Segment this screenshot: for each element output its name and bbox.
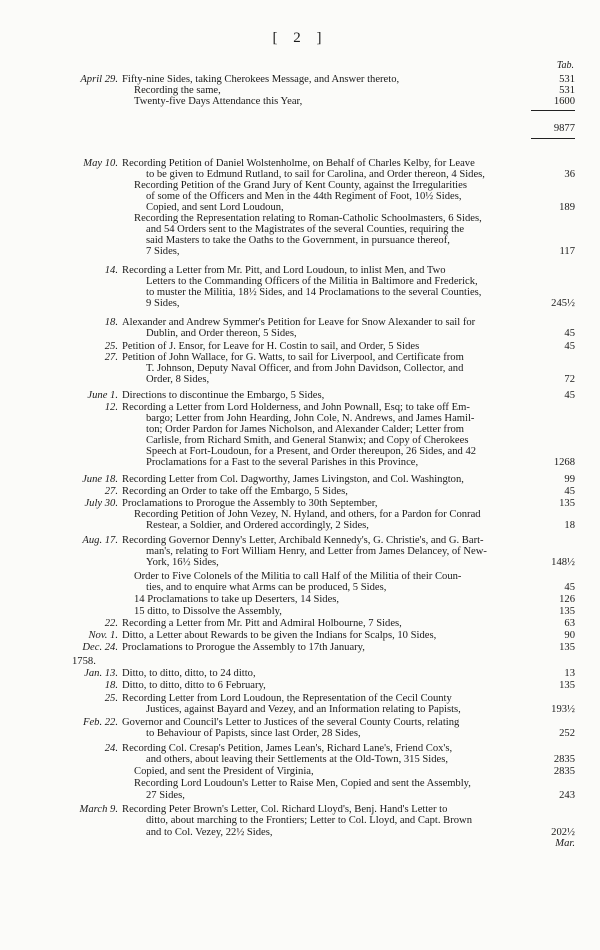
entry-amount: 90 <box>564 630 575 641</box>
entry-text: Recording Letter from Lord Loudoun, the Representation of the Cecil County <box>122 693 452 704</box>
entry-text: Recording a Letter from Mr. Pitt and Admiral Holbourne, 7 Sides, <box>122 618 402 629</box>
entry-date: June 1. <box>87 390 118 401</box>
entry-text: Recording a Letter from Lord Holderness, and John Pownall, Esq; to take off Em- <box>122 402 470 413</box>
entry-text: Justices, against Bayard and Vezey, and an Information relating to Papists, <box>146 704 461 715</box>
entry-text: Recording Petition of John Vezey, N. Hyland, and others, for a Pardon for Conrad <box>134 509 481 520</box>
entry-amount: 2835 <box>553 766 575 777</box>
entry-date: 25. <box>104 693 118 704</box>
entry-text: ton; Order Pardon for James Nicholson, and Alexander Calder; Letter from <box>146 424 465 435</box>
entry-text: Recording Petition of Daniel Wolstenholme, on Behalf of Charles Kelby, for Leave <box>122 158 475 169</box>
entry-text: and others, about leaving their Settlements at the Old-Town, 315 Sides, <box>146 754 449 765</box>
entry-text: 27 Sides, <box>146 790 185 801</box>
entry-date: May 10. <box>83 158 118 169</box>
total-value: 9877 <box>553 123 575 134</box>
entry-amount: 99 <box>564 474 575 485</box>
entry-text: to muster the Militia, 18½ Sides, and 14 Proclamations to the several Counties, <box>146 287 482 298</box>
entry-amount: 45 <box>564 341 575 352</box>
entry-date: July 30. <box>84 498 118 509</box>
entry-text: and 54 Orders sent to the Magistrates of the several Counties, requiring the <box>146 224 465 235</box>
entry-amount: 45 <box>564 328 575 339</box>
total-underline <box>531 138 575 139</box>
entry-date: Dec. 24. <box>82 642 118 653</box>
entry-amount: 135 <box>559 680 575 691</box>
entry-text: Proclamations for a Fast to the several Parishes in this Province, <box>146 457 419 468</box>
entry-date: 27. <box>104 486 118 497</box>
entry-text: Order to Five Colonels of the Militia to call Half of the Militia of their Coun- <box>134 571 462 582</box>
entry-amount: 193½ <box>551 704 575 715</box>
entry-text: Copied, and sent Lord Loudoun, <box>146 202 284 213</box>
entry-amount: 531 <box>559 85 575 96</box>
entry-date: 14. <box>104 265 118 276</box>
year-label: 1758. <box>72 656 96 667</box>
entry-amount: 36 <box>564 169 575 180</box>
entry-amount: 135 <box>559 642 575 653</box>
entry-amount: 148½ <box>551 557 575 568</box>
entry-date: 24. <box>104 743 118 754</box>
entry-text: Speech at Fort-Loudoun, for a Present, and Order thereupon, 26 Sides, and 42 <box>146 446 477 457</box>
entry-amount: 63 <box>564 618 575 629</box>
entry-text: Alexander and Andrew Symmer's Petition for Leave for Snow Alexander to sail for <box>122 317 476 328</box>
entry-text: Recording the Representation relating to Roman-Catholic Schoolmasters, 6 Sides, <box>134 213 482 224</box>
entry-amount: 117 <box>559 246 575 257</box>
entry-text: Proclamations to Prorogue the Assembly to 17th January, <box>122 642 365 653</box>
entry-text: 7 Sides, <box>146 246 180 257</box>
entry-date: 12. <box>104 402 118 413</box>
entry-date: April 29. <box>80 74 118 85</box>
entry-amount: 245½ <box>551 298 575 309</box>
entry-amount: 45 <box>564 582 575 593</box>
entry-text: Recording Petition of the Grand Jury of Kent County, against the Irregularities <box>134 180 467 191</box>
entry-text: of some of the Officers and Men in the 44th Regiment of Foot, 10½ Sides, <box>146 191 462 202</box>
entry-amount: 45 <box>564 486 575 497</box>
entry-text: and to Col. Vezey, 22½ Sides, <box>146 827 273 838</box>
entry-text: Recording the same, <box>134 85 221 96</box>
entry-date: March 9. <box>79 804 118 815</box>
entry-text: Recording a Letter from Mr. Pitt, and Lord Loudoun, to inlist Men, and Two <box>122 265 446 276</box>
entry-text: to Behaviour of Papists, since last Order, 28 Sides, <box>146 728 361 739</box>
entry-amount: 72 <box>564 374 575 385</box>
entry-text: T. Johnson, Deputy Naval Officer, and from John Davidson, Collector, and <box>146 363 464 374</box>
entry-date: 22. <box>104 618 118 629</box>
entry-amount: 135 <box>559 498 575 509</box>
catchword: Mar. <box>555 838 575 849</box>
entry-text: Ditto, to ditto, ditto to 6 February, <box>122 680 266 691</box>
entry-date: 27. <box>104 352 118 363</box>
entry-amount: 13 <box>564 668 575 679</box>
entry-date: June 18. <box>82 474 118 485</box>
entry-text: Fifty-nine Sides, taking Cherokees Message, and Answer thereto, <box>122 74 400 85</box>
entry-text: York, 16½ Sides, <box>146 557 219 568</box>
entry-text: Proclamations to Prorogue the Assembly to 30th September, <box>122 498 378 509</box>
entry-text: Dublin, and Order thereon, 5 Sides, <box>146 328 297 339</box>
entry-text: Recording an Order to take off the Embargo, 5 Sides, <box>122 486 348 497</box>
entry-text: 14 Proclamations to take up Deserters, 14 Sides, <box>134 594 340 605</box>
entry-text: Ditto, a Letter about Rewards to be given the Indians for Scalps, 10 Sides, <box>122 630 437 641</box>
entry-date: Feb. 22. <box>82 717 118 728</box>
entry-text: 9 Sides, <box>146 298 180 309</box>
entry-text: Petition of John Wallace, for G. Watts, to sail for Liverpool, and Certificate from <box>122 352 464 363</box>
entry-amount: 189 <box>559 202 575 213</box>
tab-column-header: Tab. <box>556 60 574 71</box>
entry-text: Recording Letter from Col. Dagworthy, James Livingston, and Col. Washington, <box>122 474 464 485</box>
entry-date: 18. <box>104 680 118 691</box>
entry-date: Aug. 17. <box>82 535 118 546</box>
entry-text: Petition of J. Ensor, for Leave for H. Costin to sail, and Order, 5 Sides <box>122 341 420 352</box>
entry-amount: 243 <box>559 790 575 801</box>
entry-text: Ditto, to ditto, ditto, to 24 ditto, <box>122 668 256 679</box>
entry-text: Recording Lord Loudoun's Letter to Raise Men, Copied and sent the Assembly, <box>134 778 471 789</box>
entry-text: Recording Col. Cresap's Petition, James Lean's, Richard Lane's, Friend Cox's, <box>122 743 453 754</box>
entry-text: Twenty-five Days Attendance this Year, <box>134 96 303 107</box>
entry-date: Nov. 1. <box>88 630 118 641</box>
entry-text: Order, 8 Sides, <box>146 374 210 385</box>
entry-text: Directions to discontinue the Embargo, 5 Sides, <box>122 390 325 401</box>
entry-amount: 1268 <box>553 457 575 468</box>
entry-text: Recording Peter Brown's Letter, Col. Richard Lloyd's, Benj. Hand's Letter to <box>122 804 448 815</box>
entry-text: Carlisle, from Richard Smith, and General Stanwix; and Copy of Cherokees <box>146 435 469 446</box>
entry-text: Letters to the Commanding Officers of the Militia in Baltimore and Frederick, <box>146 276 478 287</box>
total-rule <box>531 110 575 111</box>
entry-amount: 202½ <box>551 827 575 838</box>
entry-amount: 126 <box>559 594 575 605</box>
entry-text: ditto, about marching to the Frontiers; Letter to Col. Lloyd, and Capt. Brown <box>146 815 473 826</box>
entry-amount: 18 <box>564 520 575 531</box>
entry-text: said Masters to take the Oaths to the Government, in pursuance thereof, <box>146 235 450 246</box>
entry-amount: 531 <box>559 74 575 85</box>
entry-text: bargo; Letter from John Hearding, John Cole, N. Andrews, and James Hamil- <box>146 413 475 424</box>
entry-date: Jan. 13. <box>84 668 118 679</box>
entry-text: to be given to Edmund Rutland, to sail for Carolina, and Order thereon, 4 Sides, <box>146 169 485 180</box>
entry-text: Governor and Council's Letter to Justices of the several County Courts, relating <box>122 717 460 728</box>
entry-date: 18. <box>104 317 118 328</box>
entry-amount: 45 <box>564 390 575 401</box>
entry-text: Restear, a Soldier, and Ordered accordingly, 2 Sides, <box>146 520 369 531</box>
entry-text: Recording Governor Denny's Letter, Archibald Kennedy's, G. Christie's, and G. Bart- <box>122 535 484 546</box>
entry-text: ties, and to enquire what Arms can be produced, 5 Sides, <box>146 582 387 593</box>
entry-text: Copied, and sent the President of Virginia, <box>134 766 314 777</box>
entry-date: 25. <box>104 341 118 352</box>
page-number: [ 2 ] <box>272 30 328 46</box>
entry-amount: 135 <box>559 606 575 617</box>
entry-amount: 2835 <box>553 754 575 765</box>
entry-amount: 252 <box>559 728 575 739</box>
entry-text: man's, relating to Fort William Henry, and Letter from James Delancey, of New- <box>146 546 487 557</box>
entry-amount: 1600 <box>553 96 575 107</box>
entry-text: 15 ditto, to Dissolve the Assembly, <box>134 606 282 617</box>
